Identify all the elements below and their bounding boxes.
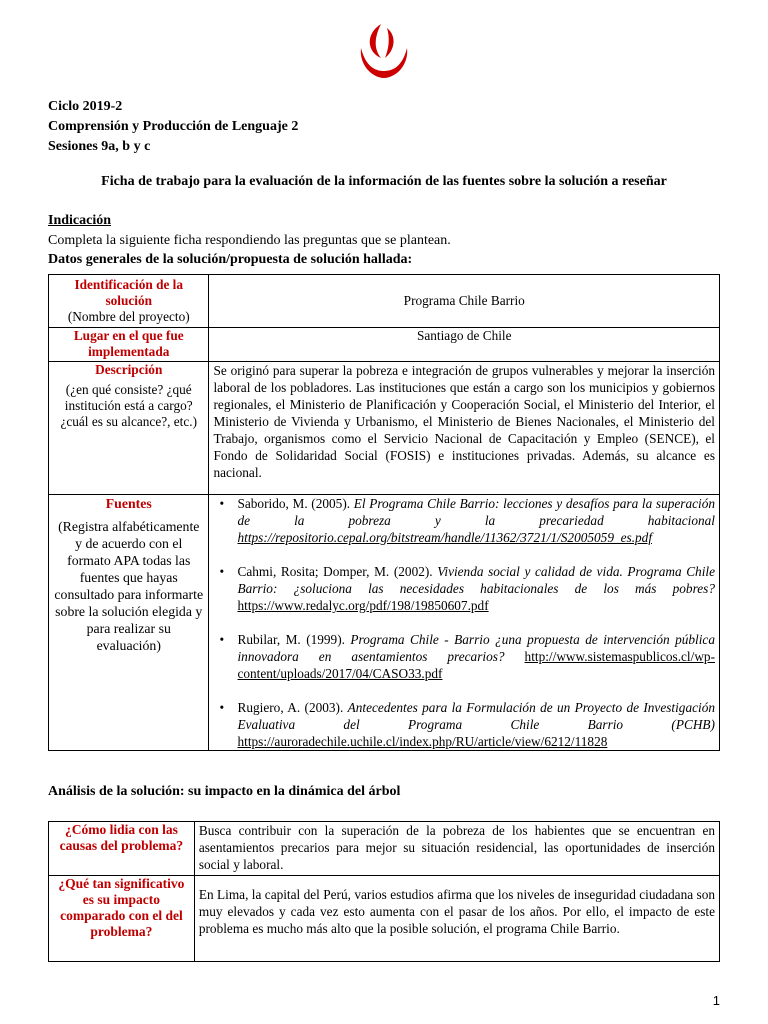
indicacion-text: Completa la siguiente ficha respondiendo las preguntas que se plantean. xyxy=(48,233,451,248)
indicacion-heading: Indicación xyxy=(48,213,112,228)
analysis-answer: En Lima, la capital del Perú, varios estudios afirma que los niveles de inseguridad ciudadana son muy elevados y cada vez esto aumenta con el pasar de los años. Por ello, el impacto de este problema es mucho más alto que la posible solución, el programa Chile Barrio. xyxy=(194,876,719,962)
fuentes-label: Fuentes xyxy=(105,496,152,511)
table-row xyxy=(49,362,720,495)
cycle-label: Ciclo 2019-2 xyxy=(48,99,123,114)
source-authors: Rugiero, A. (2003). xyxy=(237,700,348,715)
lugar-label-cell xyxy=(49,328,209,362)
sources-list xyxy=(213,495,715,750)
analysis-heading: Análisis de la solución: su impacto en la dinámica del árbol xyxy=(48,784,401,799)
analysis-question-cell xyxy=(49,822,195,876)
descripcion-label-cell xyxy=(49,362,209,495)
datos-heading: Datos generales de la solución/propuesta de solución hallada: xyxy=(48,252,413,267)
source-link[interactable]: https://repositorio.cepal.org/bitstream/handle/11362/3721/1/S2005059_es.pdf xyxy=(237,530,653,545)
table-row xyxy=(49,876,720,962)
source-item xyxy=(237,699,715,750)
university-logo xyxy=(357,22,411,80)
source-item xyxy=(237,495,715,546)
source-link[interactable]: https://auroradechile.uchile.cl/index.php/RU/article/view/6212/11828 xyxy=(237,734,608,749)
descripcion-value: Se originó para superar la pobreza e integración de grupos vulnerables y mejorar la inserción laboral de los pobladores. Las instituciones que están a cargo son los municipios y gobiernos regionales, el Ministerio de Planificación y Cooperación Social, el Ministerio del Interior, el Ministerio de Vivienda y Urbanismo, el Ministerio de Bienes Nacionales, el Ministerio del Trabajo, organismos como el Servicio Nacional de Capacitación y Empleo (SENCE), el Fondo de Solidaridad Social (FOSIS) e instituciones privadas. Además, su alcance es nacional. xyxy=(209,362,720,495)
table-row xyxy=(49,275,720,328)
identificacion-sublabel: (Nombre del proyecto) xyxy=(67,309,190,324)
table-row xyxy=(49,495,720,751)
solution-data-table xyxy=(48,274,720,751)
analysis-question: ¿Qué tan significativo es su impacto comparado con el del problema? xyxy=(58,876,185,939)
page-number: 1 xyxy=(712,993,720,1008)
descripcion-sublabel: (¿en qué consiste? ¿qué institución está a cargo? ¿cuál es su alcance?, etc.) xyxy=(60,382,198,429)
analysis-question: ¿Cómo lidia con las causas del problema? xyxy=(59,822,184,853)
source-title: Vivienda social y calidad de vida. Programa Chile Barrio: ¿soluciona las necesidades habitacionales de los más pobres? xyxy=(237,564,715,596)
sessions-label: Sesiones 9a, b y c xyxy=(48,139,151,154)
identificacion-label-cell xyxy=(49,275,209,328)
identificacion-value: Programa Chile Barrio xyxy=(209,275,720,328)
lugar-value: Santiago de Chile xyxy=(209,328,720,362)
source-item xyxy=(237,563,715,614)
fuentes-label-cell xyxy=(49,495,209,751)
table-row xyxy=(49,822,720,876)
fuentes-list-cell xyxy=(209,495,720,751)
source-authors: Saborido, M. (2005). xyxy=(237,496,354,511)
document-title: Ficha de trabajo para la evaluación de la información de las fuentes sobre la solución a reseñar xyxy=(101,174,667,189)
descripcion-label: Descripción xyxy=(95,362,163,377)
analysis-answer: Busca contribuir con la superación de la pobreza de los habientes que se encuentran en asentamientos precarios para mejor su situación residencial, las oportunidades de inserción social y laboral. xyxy=(194,822,719,876)
course-name: Comprensión y Producción de Lenguaje 2 xyxy=(48,119,299,134)
table-row xyxy=(49,328,720,362)
analysis-table xyxy=(48,821,720,962)
source-title: El Programa Chile Barrio: lecciones y desafíos para la superación de la pobreza y la precariedad habitacional xyxy=(237,496,715,528)
source-authors: Cahmi, Rosita; Domper, M. (2002). xyxy=(237,564,438,579)
lugar-label: Lugar en el que fue implementada xyxy=(73,328,184,359)
source-title: Programa Chile - Barrio ¿una propuesta de intervención pública innovadora en asentamientos precarios? xyxy=(237,632,715,664)
source-link[interactable]: http://www.sistemaspublicos.cl/wp-content/uploads/2017/04/CASO33.pdf xyxy=(237,649,715,681)
source-authors: Rubilar, M. (1999). xyxy=(237,632,351,647)
source-title: Antecedentes para la Formulación de un Proyecto de Investigación Evaluativa del Programa Chile Barrio (PCHB) xyxy=(237,700,715,732)
identificacion-label: Identificación de la solución xyxy=(74,277,184,308)
course-header xyxy=(48,97,298,157)
source-link[interactable]: https://www.redalyc.org/pdf/198/19850607.pdf xyxy=(237,598,489,613)
analysis-question-cell xyxy=(49,876,195,962)
source-item xyxy=(237,631,715,682)
fuentes-sublabel: (Registra alfabéticamente y de acuerdo con el formato APA todas las fuentes que hayas consultado para informarte sobre la solución elegida y para realizar su evaluación) xyxy=(54,519,204,653)
